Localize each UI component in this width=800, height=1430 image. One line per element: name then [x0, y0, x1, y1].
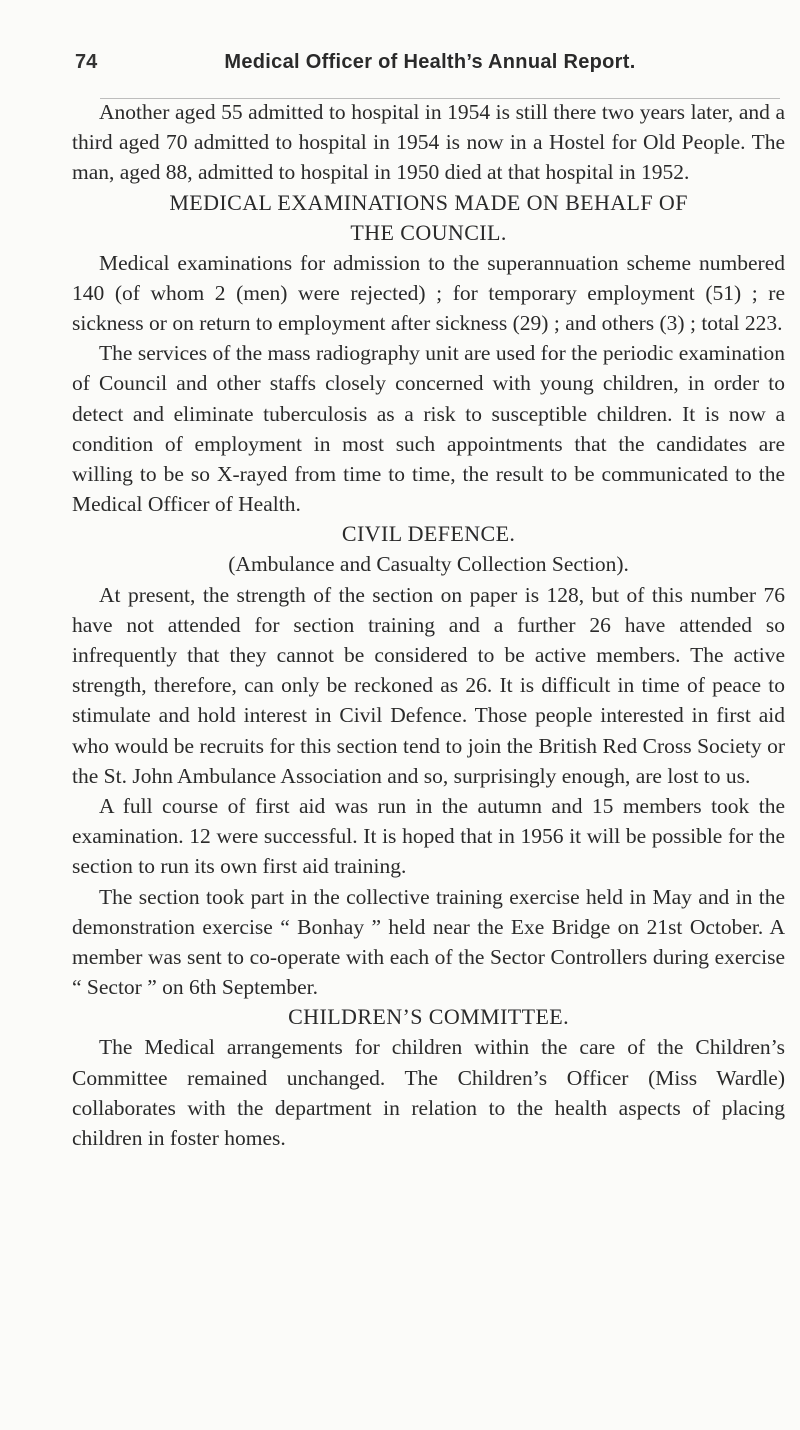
running-head-title: Medical Officer of Health’s Annual Report.: [224, 51, 636, 73]
paragraph: The Medical arrangements for children within the care of the Children’s Committee remained unchanged. The Children’s Officer (Miss Wardle) collaborates with the department in relation to the health aspects of placing children in foster homes.: [72, 1035, 785, 1151]
running-head: [75, 50, 785, 90]
section-heading-medical-examinations-line1: MEDICAL EXAMINATIONS MADE ON BEHALF OF: [169, 189, 688, 215]
paragraph: Medical examinations for admission to the superannuation scheme numbered 140 (of whom 2 (men) were rejected) ; for temporary employment (51) ; re sickness or on return to employment after sickness (29) ; and others (3) ; total 223.: [72, 250, 785, 336]
paragraph: At present, the strength of the section on paper is 128, but of this number 76 have not attended for section training and a further 26 have attended so infrequently that they cannot be considered to be active members. The active strength, therefore, can only be reckoned as 26. It is difficult in time of peace to stimulate and hold interest in Civil Defence. Those people interested in first aid who would be recruits for this section tend to join the British Red Cross Society or the St. John Ambulance Association and so, surprisingly enough, are lost to us.: [72, 582, 785, 788]
section-heading-civil-defence: CIVIL DEFENCE.: [341, 521, 516, 547]
section-civil-defence: [72, 519, 785, 1002]
section-childrens-committee: [72, 1002, 785, 1153]
paragraph: The section took part in the collective training exercise held in May and in the demonstration exercise “ Bonhay ” held near the Exe Bridge on 21st October. A member was sent to co-operate with each of the Sector Controllers during exercise “ Sector ” on 6th September.: [72, 884, 785, 1000]
section-medical-examinations: [72, 188, 785, 520]
intro-paragraph: Another aged 55 admitted to hospital in 1954 is still there two years later, and a third aged 70 admitted to hospital in 1954 is now in a Hostel for Old People. The man, aged 88, admitted to hospital in 1950 died at that hospital in 1952.: [72, 100, 785, 185]
paragraph: The services of the mass radiography unit are used for the periodic examination of Council and other staffs closely concerned with young children, in order to detect and eliminate tuberculosis as a risk to susceptible children. It is now a condition of employment in most such appointments that the candidates are willing to be so X-rayed from time to time, the result to be communicated to the Medical Officer of Health.: [72, 341, 785, 517]
section-subheading-civil-defence: (Ambulance and Casualty Collection Section).: [228, 552, 629, 577]
paragraph: A full course of first aid was run in the autumn and 15 members took the examination. 12 were successful. It is hoped that in 1956 it will be possible for the section to run its own first aid training.: [72, 794, 785, 879]
section-heading-medical-examinations-line2: THE COUNCIL.: [350, 219, 507, 245]
page-number: 74: [75, 51, 98, 73]
section-heading-childrens-committee: CHILDREN’S COMMITTEE.: [288, 1004, 570, 1030]
body-text: [72, 97, 785, 1153]
